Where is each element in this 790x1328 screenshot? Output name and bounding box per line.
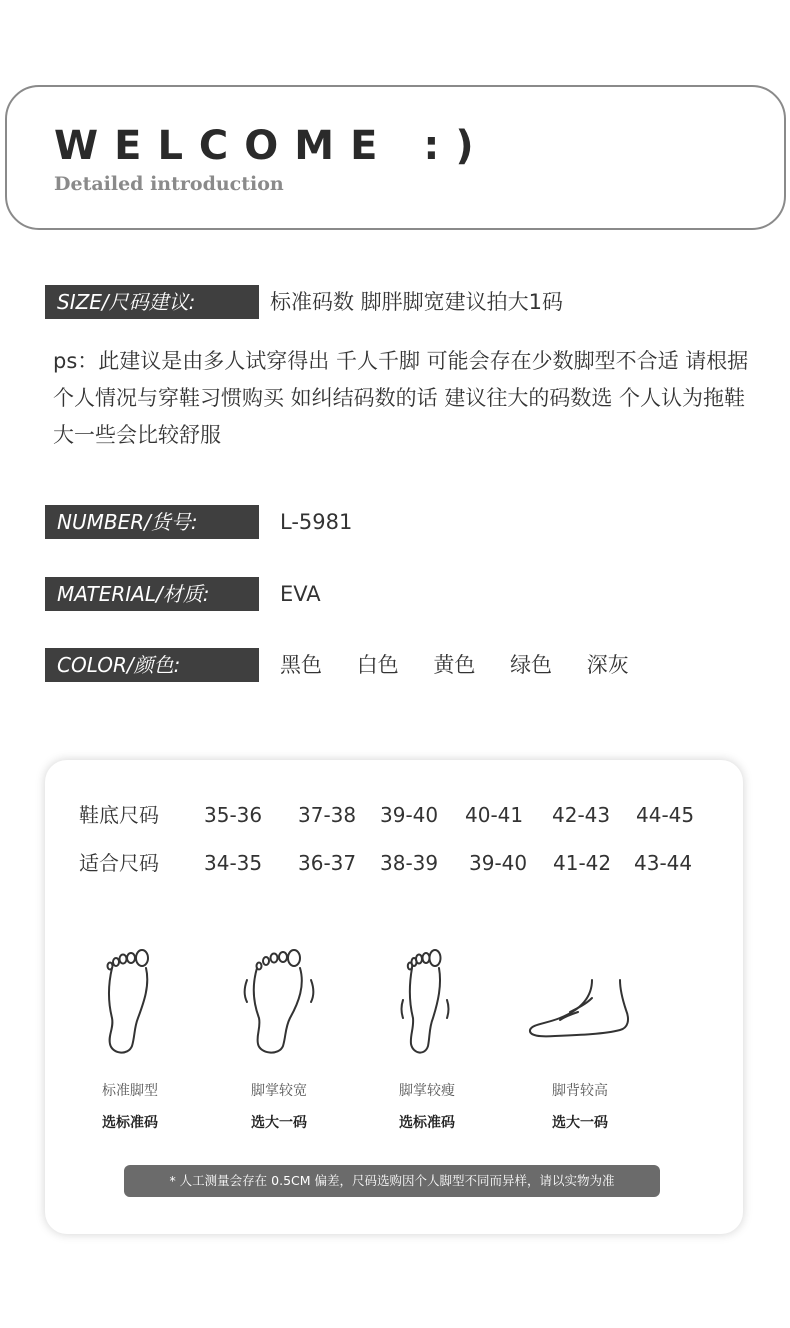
welcome-card: [5, 85, 786, 230]
foot-type-slim: [352, 940, 502, 1132]
foot-type-advice: 选标准码: [102, 1115, 158, 1131]
sole-size-cell: 35-36: [204, 803, 263, 827]
fit-size-cell: 41-42: [553, 851, 612, 875]
welcome-subtitle: Detailed introduction: [54, 173, 284, 195]
number-value: L-5981: [280, 510, 353, 534]
color-option-green[interactable]: 绿色: [510, 653, 553, 677]
measurement-note: * 人工测量会存在 0.5CM 偏差，尺码选购因个人脚型不同而异样，请以实物为准: [124, 1165, 660, 1197]
foot-type-label: 标准脚型: [102, 1083, 158, 1099]
size-value: 标准码数 脚胖脚宽建议拍大1码: [270, 290, 564, 314]
color-option-yellow[interactable]: 黄色: [433, 653, 476, 677]
foot-type-advice: 选大一码: [552, 1115, 608, 1131]
foot-type-wide: [204, 940, 354, 1132]
fit-size-cell: 38-39: [380, 851, 439, 875]
color-options: [280, 648, 657, 682]
wide-foot-icon: [239, 940, 319, 1060]
material-label: MATERIAL/材质:: [45, 577, 259, 611]
fit-size-label: 适合尺码: [79, 851, 159, 875]
number-label: NUMBER/货号:: [45, 505, 259, 539]
fit-size-cell: 43-44: [634, 851, 693, 875]
fit-size-cell: 39-40: [469, 851, 528, 875]
sole-size-label: 鞋底尺码: [79, 803, 159, 827]
foot-type-label: 脚背较高: [552, 1083, 608, 1099]
high-instep-foot-icon: [520, 940, 640, 1060]
sole-size-cell: 39-40: [380, 803, 439, 827]
welcome-title: WELCOME :): [54, 123, 490, 169]
size-ps-note: ps：此建议是由多人试穿得出 千人千脚 可能会存在少数脚型不合适 请根据个人情况与穿鞋习惯购买 如纠结码数的话 建议往大的码数选 个人认为拖鞋大一些会比较舒服: [53, 349, 749, 447]
foot-type-advice: 选大一码: [251, 1115, 307, 1131]
color-option-dark-gray[interactable]: 深灰: [586, 653, 629, 677]
color-label: COLOR/颜色:: [45, 648, 259, 682]
sole-size-cell: 44-45: [636, 803, 695, 827]
sole-size-cell: 42-43: [552, 803, 611, 827]
fit-size-cell: 36-37: [298, 851, 357, 875]
foot-type-high-instep: [505, 940, 655, 1132]
color-option-black[interactable]: 黑色: [280, 653, 322, 677]
slim-foot-icon: [387, 940, 467, 1060]
size-chart-card: [45, 760, 743, 1234]
foot-type-label: 脚掌较宽: [251, 1083, 307, 1099]
color-option-white[interactable]: 白色: [356, 653, 399, 677]
foot-type-label: 脚掌较瘦: [399, 1083, 455, 1099]
foot-type-standard: [55, 940, 205, 1132]
size-label: SIZE/尺码建议:: [45, 285, 259, 319]
standard-foot-icon: [90, 940, 170, 1060]
sole-size-cell: 37-38: [298, 803, 357, 827]
material-value: EVA: [280, 582, 321, 606]
fit-size-cell: 34-35: [204, 851, 263, 875]
foot-type-advice: 选标准码: [399, 1115, 455, 1131]
sole-size-cell: 40-41: [465, 803, 524, 827]
